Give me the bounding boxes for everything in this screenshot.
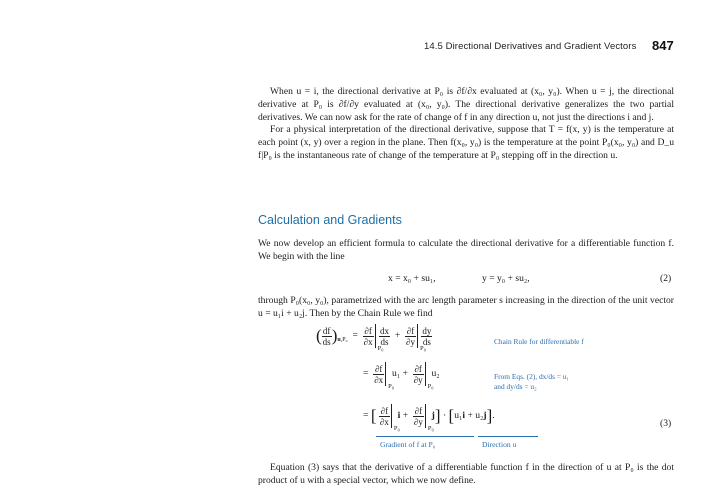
equation-2-lhs: x = x₀ + su₁, bbox=[388, 273, 436, 284]
paragraph-3-text: We now develop an efficient formula to calculate the directional derivative for a differentiable function f. We begin with the line bbox=[258, 238, 674, 262]
body-text-top bbox=[258, 86, 674, 163]
gradient-underline bbox=[376, 436, 474, 437]
paragraph-5-text: Equation (3) says that the derivative of a differentiable function f in the direction of u at P₀ is the dot product of u with a special vector, which we now define. bbox=[258, 462, 674, 486]
note-chain-rule: Chain Rule for differentiable f bbox=[494, 337, 584, 346]
note-from-eqs-1: From Eqs. (2), dx/ds = u₁ bbox=[494, 372, 570, 381]
page-number: 847 bbox=[652, 38, 674, 53]
equation-2-rhs: y = y₀ + su₂, bbox=[482, 273, 530, 284]
equation-3-row-3: = [ $\frac{\partial f}{\partial x}$ P₀ i + $\frac{\partial f}{\partial y}$ P₀ j] · [u₁i + u₂j]. bbox=[363, 405, 495, 432]
paragraph-4 bbox=[258, 295, 674, 321]
paragraph-4-text: through P₀(x₀, y₀), parametrized with the arc length parameter s increasing in the direction of the unit vector u = u₁i + u₂j. Then by the Chain Rule we find bbox=[258, 295, 674, 319]
running-header: 14.5 Directional Derivatives and Gradient Vectors bbox=[424, 41, 637, 52]
section-title: Calculation and Gradients bbox=[258, 213, 402, 227]
note-from-eqs-2: and dy/ds = u₂ bbox=[494, 382, 537, 391]
equation-3-number: (3) bbox=[660, 418, 672, 429]
paragraph-5 bbox=[258, 462, 674, 488]
equation-3-row-1: ( $\frac{df}{ds}$ )$_{u,P_0}$ = $\frac{\partial f}{\partial x}$ P₀ $\frac{dx}{ds}$ + $\frac{\partial f}{\partial y}$ P₀ $\frac{dy}{ds}$ bbox=[316, 325, 432, 352]
gradient-label: Gradient of f at P₀ bbox=[380, 440, 436, 449]
equation-2-number: (2) bbox=[660, 273, 672, 284]
paragraph-3 bbox=[258, 238, 674, 264]
paragraph-1: When u = i, the directional derivative at P₀ is ∂f/∂x evaluated at (x₀, y₀). When u = j, the directional derivative at P₀ is ∂f/∂y evaluated at (x₀, y₀). The directional derivative generalizes the two partial derivatives. We can now ask for the rate of change of f in any direction u, not just the directions i and j. bbox=[258, 86, 674, 123]
paragraph-2: For a physical interpretation of the directional derivative, suppose that T = f(x, y) is the temperature at each point (x, y) over a region in the plane. Then f(x₀, y₀) is the temperature at the point P₀(x₀, y₀) and D_u f|P₀ is the instantaneous rate of change of the temperature at P₀ stepping off in the direction u. bbox=[258, 124, 674, 161]
direction-underline bbox=[478, 436, 538, 437]
equation-3-row-2: = $\frac{\partial f}{\partial x}$ P₀ u₁ + $\frac{\partial f}{\partial y}$ P₀ u₂ bbox=[363, 363, 440, 390]
direction-label: Direction u bbox=[482, 440, 517, 449]
